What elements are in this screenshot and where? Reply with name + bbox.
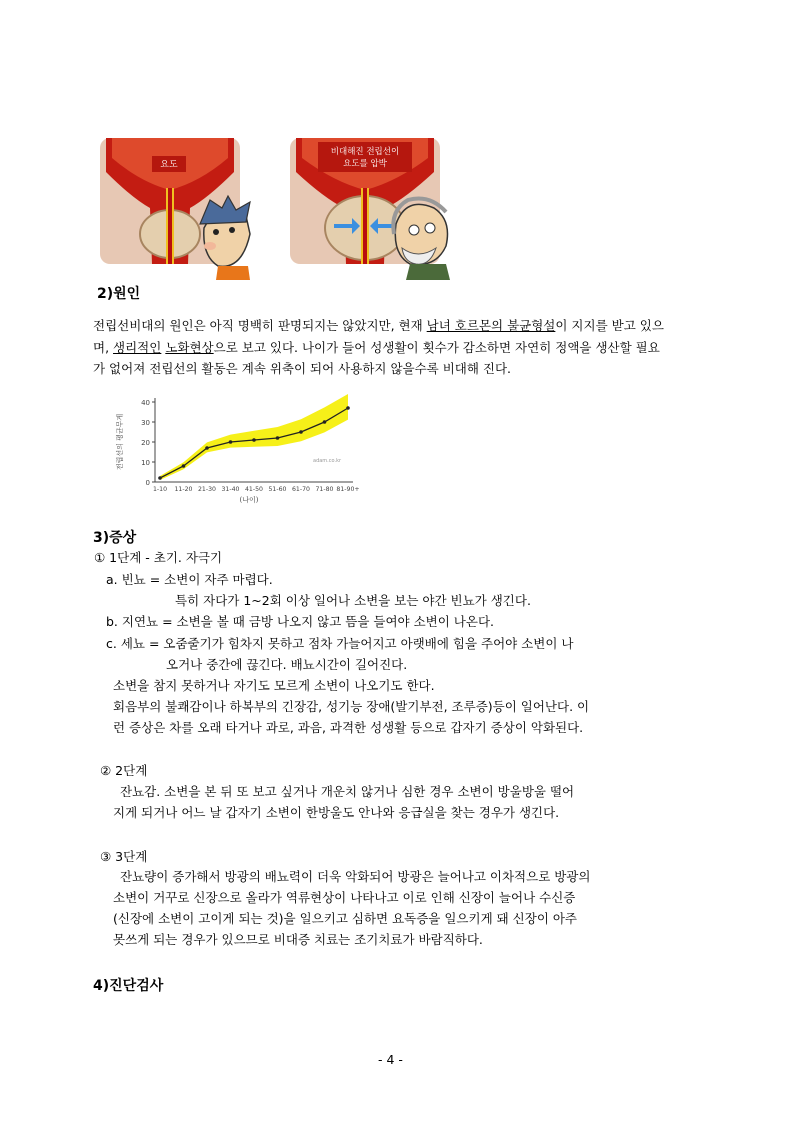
stage1-title: ① 1단계 - 초기. 자극기: [94, 550, 223, 565]
stage3-line3: (신장에 소변이 고이게 되는 것)을 일으키고 심하면 요독증을 일으키게 돼 신장이 아주: [113, 911, 578, 926]
data-point: [276, 436, 280, 440]
stage1-item-c-cont: 오거나 중간에 끊긴다. 배뇨시간이 길어진다.: [166, 657, 408, 672]
cause-text: 전립선비대의 원인은 아직 명백히 판명되지는 않았지만, 현재: [93, 318, 427, 333]
x-tick-label: 61-70: [292, 486, 310, 493]
y-tick-label: 10: [141, 459, 150, 467]
data-point: [229, 440, 233, 444]
stage3-title: ③ 3단계: [100, 849, 148, 864]
stage1-item-a-detail: 특히 자다가 1~2회 이상 일어나 소변을 보는 야간 빈뇨가 생긴다.: [175, 593, 531, 608]
hormone-imbalance-term: 남녀 호르몬의 불균형설: [426, 318, 556, 333]
data-point: [323, 420, 327, 424]
data-point: [182, 464, 186, 468]
stage3-line1: 잔뇨량이 증가해서 방광의 배뇨력이 더욱 악화되어 방광은 늘어나고 이차적으로 방광의: [120, 869, 591, 884]
stage1-item-c: c. 세뇨 = 오줌줄기가 힘차지 못하고 점차 가늘어지고 아랫배에 힘을 주어야 소변이 나: [106, 636, 574, 651]
stage1-item-b: b. 지연뇨 = 소변을 볼 때 금방 나오지 않고 뜸을 들여야 소변이 나온다.: [106, 614, 494, 629]
enlarged-label-line1: 비대해진 전립선이: [330, 147, 400, 157]
x-tick-label: 81-90+: [336, 486, 360, 493]
stage1-note-2: 회음부의 불쾌감이나 하복부의 긴장감, 성기능 장애(발기부전, 조루증)등이 일어난다. 이: [113, 699, 590, 714]
stage1-item-a: a. 빈뇨 = 소변이 자주 마렵다.: [106, 572, 273, 587]
cause-paragraph-line2: [93, 340, 660, 356]
physiological-term: 생리적인: [113, 340, 162, 355]
data-point: [158, 476, 162, 480]
section-heading-cause: 2)원인: [97, 286, 141, 302]
stage2-line1: 잔뇨감. 소변을 본 뒤 또 보고 싶거나 개운치 않거나 심한 경우 소변이 방울방울 떨어: [120, 784, 575, 799]
range-band: [160, 394, 348, 480]
cause-text: 으로 보고 있다. 나이가 들어 성생활이 횟수가 감소하면 자연히 정액을 생산할 필요: [213, 340, 660, 355]
urethra-label: 요도: [160, 160, 178, 170]
stage2-title: ② 2단계: [100, 763, 148, 778]
enlarged-prostate-illustration: [290, 138, 460, 280]
y-tick-label: 20: [141, 439, 150, 447]
normal-prostate-drawing: [100, 138, 256, 280]
enlarged-prostate-drawing: [290, 138, 460, 280]
chart-watermark: adam.co.kr: [313, 458, 342, 464]
stage3-line2: 소변이 거꾸로 신장으로 올라가 역류현상이 나타나고 이로 인해 신장이 늘어나 수신증: [113, 890, 576, 905]
cause-paragraph-line1: [93, 318, 664, 334]
x-tick-label: 21-30: [198, 486, 216, 493]
data-point: [205, 446, 209, 450]
x-axis-label: (나이): [239, 496, 259, 504]
x-tick-label: 31-40: [221, 486, 240, 493]
x-tick-label: 41-50: [245, 486, 263, 493]
x-tick-label: 11-20: [174, 486, 193, 493]
data-point: [346, 406, 350, 410]
cause-text: 며,: [93, 340, 114, 355]
x-tick-label: 1-10: [152, 486, 168, 493]
aging-term: 노화현상: [165, 340, 214, 355]
chart-svg: [100, 392, 370, 510]
y-tick-label: 40: [141, 399, 150, 407]
cause-text: 이 지지를 받고 있으: [555, 318, 664, 333]
prostate-weight-chart: [100, 392, 370, 510]
y-axis-label: 전립선의 평균무게: [116, 413, 124, 471]
section-heading-diagnosis: 4)진단검사: [93, 978, 164, 994]
y-tick-label: 30: [141, 419, 150, 427]
x-tick-label: 51-60: [268, 486, 287, 493]
stage1-note-2-cont: 런 증상은 차를 오래 타거나 과로, 과음, 과격한 성생활 등으로 갑자기 증상이 악화된다.: [113, 720, 584, 735]
normal-prostate-illustration: [100, 138, 256, 280]
enlarged-label-line2: 요도를 압박: [343, 159, 387, 169]
x-tick-label: 71-80: [315, 486, 334, 493]
cause-paragraph-line3: 가 없어져 전립선의 활동은 계속 위축이 되어 사용하지 않을수록 비대해 진다.: [93, 361, 512, 376]
y-tick-label: 0: [145, 479, 150, 487]
data-point: [252, 438, 256, 442]
page-number: - 4 -: [378, 1052, 403, 1067]
data-point: [299, 430, 303, 434]
stage1-note-1: 소변을 참지 못하거나 자기도 모르게 소변이 나오기도 한다.: [113, 678, 435, 693]
stage2-line2: 지게 되거나 어느 날 갑자기 소변이 한방울도 안나와 응급실을 찾는 경우가 생긴다.: [113, 805, 560, 820]
stage3-line4: 못쓰게 되는 경우가 있으므로 비대증 치료는 조기치료가 바람직하다.: [113, 932, 483, 947]
section-heading-symptoms: 3)증상: [93, 530, 137, 546]
